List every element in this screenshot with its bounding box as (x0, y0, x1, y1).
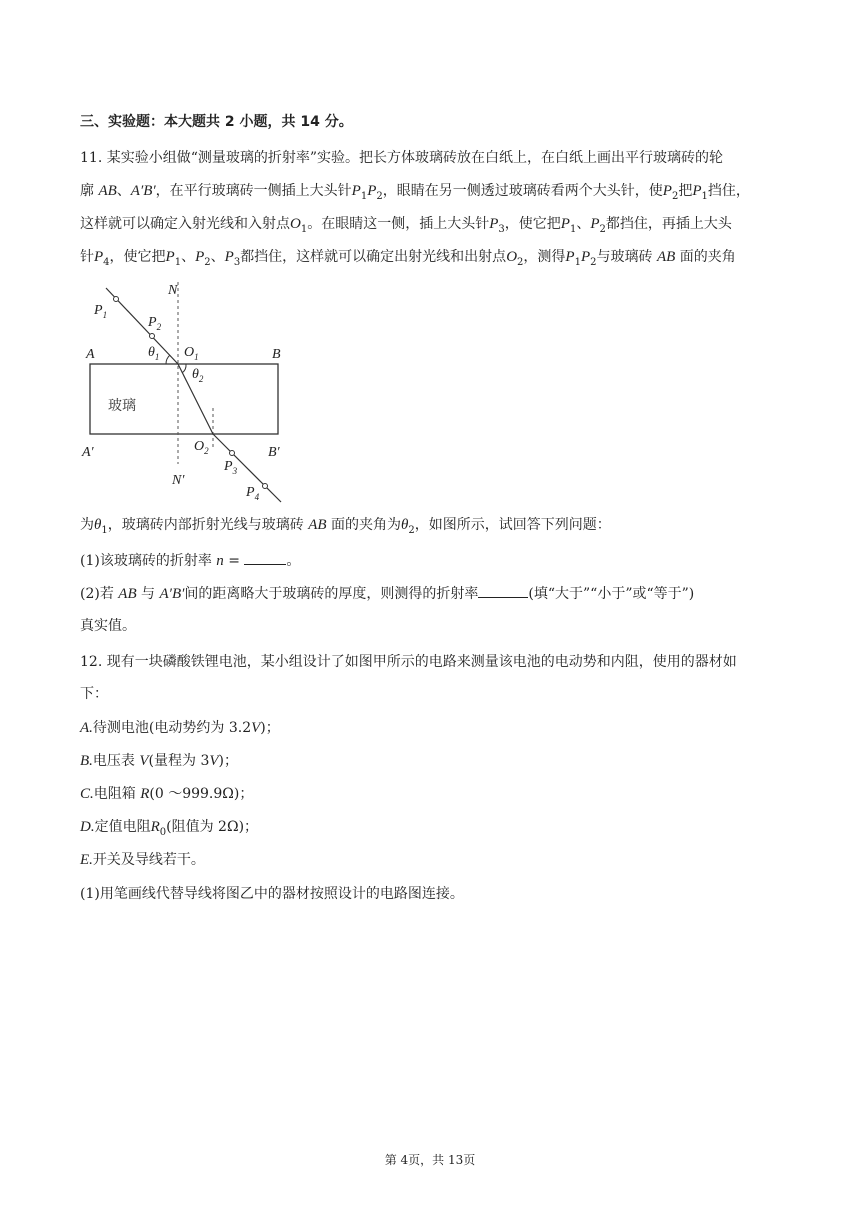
q12-item-b: B.电压表 V(量程为 3V)； (80, 753, 239, 769)
q11-sub-2: (2)若 AB 与 A′B′间的距离略大于玻璃砖的厚度，则测得的折射率 (填“大于”“小于”或“等于”) (80, 583, 694, 604)
label-p2: $P_2$ (148, 315, 162, 332)
page-footer: 第 4页，共 13页 (384, 1153, 476, 1167)
pin-p1 (114, 297, 119, 302)
q11-line-5: 为$\theta_1$，玻璃砖内部折射光线与玻璃砖 AB 面的夹角为$\theta_2$，如图所示，试回答下列问题： (80, 517, 611, 536)
q12-line-2: 下： (80, 686, 108, 702)
label-p3: $P_3$ (224, 459, 238, 476)
label-a-prime: A′ (82, 445, 94, 460)
label-p1: $P_1$ (94, 303, 108, 320)
refraction-diagram (78, 278, 298, 508)
label-n: N (168, 283, 178, 298)
label-p4: $P_4$ (246, 485, 260, 502)
label-o1: $O_1$ (184, 345, 199, 362)
q11-sub-1: (1)该玻璃砖的折射率 n = 。 (80, 550, 300, 571)
label-o2: $O_2$ (194, 439, 209, 456)
label-b-prime: B′ (268, 445, 280, 460)
q12-item-c: C.电阻箱 R(0 ～999.9Ω)； (80, 786, 254, 802)
label-b: B (272, 347, 281, 362)
q12-item-d: D.定值电阻$R_0$(阻值为 2Ω)； (80, 819, 259, 838)
section-title: 三、实验题：本大题共 2 小题，共 14 分。 (80, 114, 353, 130)
q12-item-a: A.待测电池(电动势约为 3.2V)； (80, 720, 280, 736)
answer-blank-1[interactable] (244, 550, 286, 565)
q12-line-1: 12. 现有一块磷酸铁锂电池，某小组设计了如图甲所示的电路来测量该电池的电动势和内阻，使用的器材如 (80, 654, 737, 670)
label-a: A (86, 347, 95, 362)
pin-p3 (230, 451, 235, 456)
answer-blank-2[interactable] (478, 583, 528, 598)
label-theta1: $\theta_1$ (148, 345, 160, 362)
label-glass: 玻璃 (108, 398, 136, 414)
q11-line-4: 针$P_4$，使它把$P_1$、$P_2$、$P_3$都挡住，这样就可以确定出射光线和出射点$O_2$，测得$P_1P_2$与玻璃砖 AB 面的夹角 (80, 249, 736, 268)
label-n-prime: N′ (172, 473, 185, 488)
label-theta2: $\theta_2$ (192, 367, 204, 384)
q11-line-1: 11. 某实验小组做“测量玻璃的折射率”实验。把长方体玻璃砖放在白纸上，在白纸上画出平行玻璃砖的轮 (80, 150, 724, 166)
q11-line-3: 这样就可以确定入射光线和入射点$O_1$。在眼睛这一侧，插上大头针$P_3$，使它把$P_1$、$P_2$都挡住，再插上大头 (80, 216, 732, 235)
q11-line-2: 廓 AB、A′B′，在平行玻璃砖一侧插上大头针$P_1P_2$，眼睛在另一侧透过玻璃砖看两个大头针，使$P_2$把$P_1$挡住， (80, 183, 750, 202)
q11-sub-2-cont: 真实值。 (80, 618, 136, 634)
theta2-arc (182, 364, 186, 373)
q12-sub-1: (1)用笔画线代替导线将图乙中的器材按照设计的电路图连接。 (80, 886, 464, 902)
pin-p2 (150, 334, 155, 339)
q12-item-e: E.开关及导线若干。 (80, 852, 205, 868)
pin-p4 (263, 484, 268, 489)
theta1-arc (166, 355, 170, 364)
